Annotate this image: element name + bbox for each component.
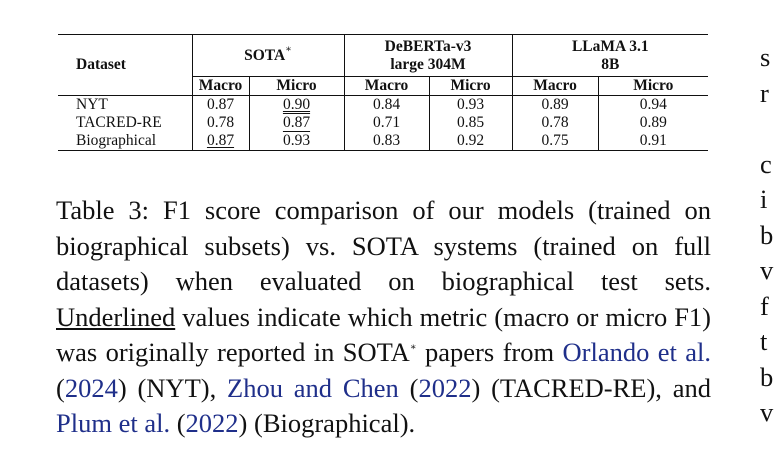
sota-macro-header: Macro	[192, 77, 249, 96]
citation-link[interactable]: Zhou and Chen	[227, 372, 399, 403]
dataset-header: Dataset	[58, 35, 192, 96]
llama-micro-header: Micro	[598, 77, 708, 96]
table-cell: 0.83	[344, 132, 429, 151]
row-label: NYT	[76, 96, 108, 113]
table-cell: 0.75	[512, 132, 598, 151]
sota-micro-header: Micro	[249, 77, 344, 96]
text-fragment: v	[760, 397, 774, 427]
table-cell: 0.89	[512, 96, 598, 115]
table-cell: 0.87	[192, 132, 249, 151]
table-cell: 0.85	[429, 114, 512, 132]
text-fragment: v	[760, 255, 774, 285]
citation-year-link[interactable]: 2024	[64, 372, 118, 403]
table-caption: Table 3: F1 score comparison of our models (trained on biographical subsets) vs. SOTA systems (trained on full datasets) when evaluated on biographical test sets. Underlined values indicate which metric (macro or micro F1) was originally reported in SOTA∗ papers from Orlando et al. (2024) (NYT), Zhou and Chen (2022) (TACRED-RE), and Plum et al. (2022) (Biographical).	[56, 195, 712, 438]
text-fragment: i	[760, 184, 768, 214]
table-cell: 0.90	[249, 96, 344, 115]
text-fragment: s	[760, 42, 771, 72]
table-cell: 0.78	[512, 114, 598, 132]
table-cell: 0.93	[429, 96, 512, 115]
text-fragment: c	[760, 148, 772, 179]
table-cell: 0.94	[598, 96, 708, 115]
text-fragment: b	[760, 219, 774, 250]
table-cell: 0.87	[192, 96, 249, 115]
table-cell: 0.91	[598, 132, 708, 151]
row-label: TACRED-RE	[76, 114, 162, 131]
citation-year-link[interactable]: 2022	[185, 408, 239, 438]
table-cell: 0.87	[249, 114, 344, 132]
underlined-word: Underlined	[56, 301, 176, 332]
table-row	[58, 114, 708, 132]
sota-group-header: SOTA∗	[192, 35, 344, 77]
citation-link[interactable]: Plum et al.	[56, 408, 171, 438]
table-cell: 0.93	[249, 132, 344, 151]
text-fragment: b	[760, 361, 774, 392]
llama-macro-header: Macro	[512, 77, 598, 96]
table-cell: 0.89	[598, 114, 708, 132]
table-cell: 0.71	[344, 114, 429, 132]
table-cell: 0.78	[192, 114, 249, 132]
row-label: Biographical	[58, 132, 192, 151]
text-fragment: f	[760, 290, 769, 321]
text-fragment: r	[760, 77, 769, 108]
table-row	[58, 96, 708, 115]
deberta-micro-header: Micro	[429, 77, 512, 96]
citation-link[interactable]: Orlando et al.	[562, 337, 712, 367]
deberta-macro-header: Macro	[344, 77, 429, 96]
text-fragment: t	[760, 326, 768, 356]
table-cell: 0.92	[429, 132, 512, 151]
llama-group-header: LLaMA 3.1 8B	[512, 35, 708, 77]
citation-year-link[interactable]: 2022	[418, 372, 472, 403]
text-fragment	[760, 111, 780, 147]
deberta-group-header: DeBERTa-v3 large 304M	[344, 35, 512, 77]
table-row	[58, 132, 708, 151]
table-cell: 0.84	[344, 96, 429, 115]
results-table	[58, 34, 708, 151]
adjacent-column-text	[760, 40, 780, 431]
